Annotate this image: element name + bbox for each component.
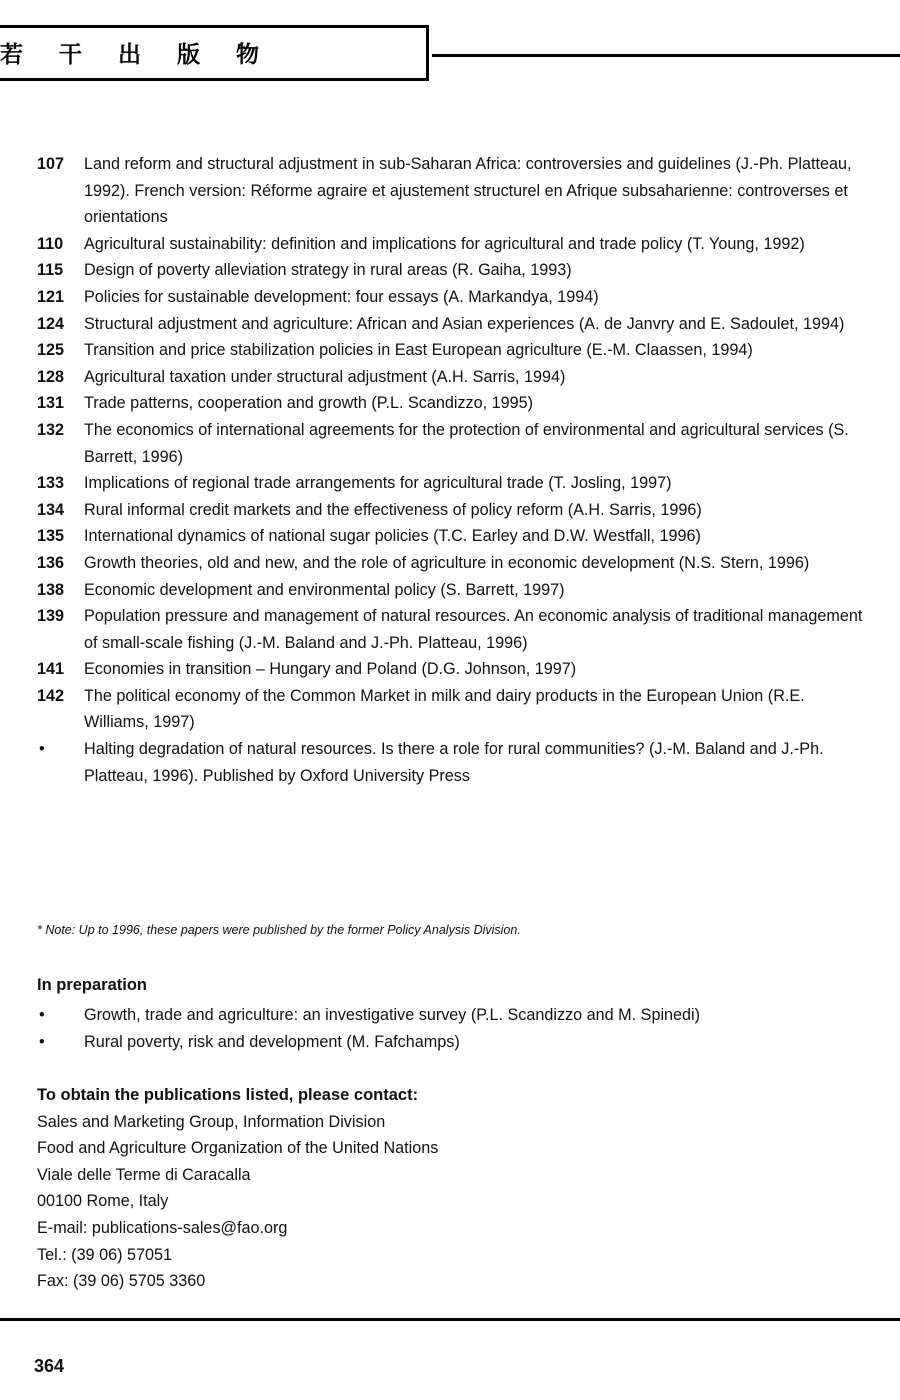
list-item — [37, 1029, 857, 1056]
item-number: 132 — [37, 420, 65, 439]
bullet-icon: • — [39, 1032, 45, 1051]
list-item — [37, 683, 877, 736]
item-number: 125 — [37, 341, 65, 360]
footer-rule — [0, 1318, 900, 1321]
item-text: Rural poverty, risk and development (M. Fafchamps) — [84, 1032, 460, 1051]
item-text: Population pressure and management of natural resources. An economic analysis of traditional management of small-scale fishing (J.-M. Baland and J.-Ph. Platteau, 1996) — [84, 607, 863, 652]
list-item — [37, 417, 877, 470]
list-item — [37, 231, 877, 258]
list-item — [37, 1002, 857, 1029]
contact-email: E-mail: publications-sales@fao.org — [37, 1218, 288, 1237]
item-text: The economics of international agreements for the protection of environmental and agricultural services (S. Barrett, 1996) — [84, 420, 849, 466]
item-number: 133 — [37, 474, 65, 493]
item-text: Transition and price stabilization policies in East European agriculture (E.-M. Claassen, 1994) — [84, 341, 753, 360]
list-item — [37, 337, 877, 364]
contact-fax: Fax: (39 06) 5705 3360 — [37, 1272, 206, 1291]
item-number: 121 — [37, 287, 65, 306]
contact-line: 00100 Rome, Italy — [37, 1192, 169, 1211]
item-text: The political economy of the Common Market in milk and dairy products in the European Union (R.E. Williams, 1997) — [84, 686, 805, 732]
contact-line: Food and Agriculture Organization of the United Nations — [37, 1139, 439, 1158]
item-text: Design of poverty alleviation strategy in rural areas (R. Gaiha, 1993) — [84, 261, 572, 280]
item-number: 115 — [37, 261, 64, 280]
item-text: Agricultural sustainability: definition and implications for agricultural and trade policy (T. Young, 1992) — [84, 234, 805, 253]
item-text: Rural informal credit markets and the effectiveness of policy reform (A.H. Sarris, 1996) — [84, 500, 702, 519]
item-number: 142 — [37, 686, 65, 705]
bullet-icon: • — [39, 740, 45, 759]
in-preparation-list — [37, 1002, 857, 1055]
item-number: 131 — [37, 394, 65, 413]
item-number: 128 — [37, 367, 65, 386]
item-text: Economies in transition – Hungary and Poland (D.G. Johnson, 1997) — [84, 660, 577, 679]
item-number: 107 — [37, 155, 65, 173]
item-text: Halting degradation of natural resources. Is there a role for rural communities? (J.-M. Baland and J.-Ph. Platteau, 1996). Published by Oxford University Press — [84, 740, 824, 785]
item-number: 110 — [37, 234, 64, 253]
list-item — [37, 550, 877, 577]
item-number: 134 — [37, 500, 65, 519]
list-item — [37, 311, 877, 338]
item-text: Structural adjustment and agriculture: African and Asian experiences (A. de Janvry and E. Sadoulet, 1994) — [84, 314, 845, 333]
item-number: 139 — [37, 607, 65, 626]
item-text: Growth theories, old and new, and the role of agriculture in economic development (N.S. Stern, 1996) — [84, 553, 810, 572]
contact-tel: Tel.: (39 06) 57051 — [37, 1245, 172, 1264]
list-item — [37, 364, 877, 391]
item-number: 124 — [37, 314, 65, 333]
item-text: Trade patterns, cooperation and growth (P.L. Scandizzo, 1995) — [84, 394, 534, 413]
item-number: 135 — [37, 527, 65, 546]
contact-heading: To obtain the publications listed, please contact: — [37, 1086, 419, 1104]
item-text: Growth, trade and agriculture: an investigative survey (P.L. Scandizzo and M. Spinedi) — [84, 1006, 701, 1024]
bullet-icon: • — [39, 1006, 45, 1024]
item-text: International dynamics of national sugar policies (T.C. Earley and D.W. Westfall, 1996) — [84, 527, 701, 546]
header-title: 若 干 出 版 物 — [0, 42, 274, 68]
item-text: Implications of regional trade arrangements for agricultural trade (T. Josling, 1997) — [84, 474, 672, 493]
item-text: Economic development and environmental policy (S. Barrett, 1997) — [84, 580, 565, 599]
header-rule — [432, 54, 900, 57]
list-item — [37, 151, 877, 231]
list-item — [37, 577, 877, 604]
list-item — [37, 736, 877, 789]
item-number: 136 — [37, 553, 65, 572]
list-item — [37, 603, 877, 656]
item-text: Policies for sustainable development: four essays (A. Markandya, 1994) — [84, 287, 599, 306]
list-item — [37, 257, 877, 284]
list-item — [37, 656, 877, 683]
contact-line: Sales and Marketing Group, Information Division — [37, 1112, 386, 1131]
contact-block — [37, 1082, 438, 1295]
list-item — [37, 390, 877, 417]
item-text: Agricultural taxation under structural adjustment (A.H. Sarris, 1994) — [84, 367, 566, 386]
item-number: 138 — [37, 580, 65, 599]
list-item — [37, 470, 877, 497]
contact-line: Viale delle Terme di Caracalla — [37, 1165, 251, 1184]
list-item — [37, 284, 877, 311]
in-preparation-heading: In preparation — [37, 976, 148, 994]
item-text: Land reform and structural adjustment in sub-Saharan Africa: controversies and guidelines (J.-Ph. Platteau, 1992). French version: Réforme agraire et ajustement structurel en Afrique subsaharienne: controverses et orientations — [84, 155, 852, 227]
list-item — [37, 523, 877, 550]
page-number: 364 — [34, 1356, 65, 1376]
publication-list — [37, 151, 877, 789]
list-item — [37, 497, 877, 524]
item-number: 141 — [37, 660, 65, 679]
footnote: * Note: Up to 1996, these papers were published by the former Policy Analysis Division. — [37, 923, 521, 937]
